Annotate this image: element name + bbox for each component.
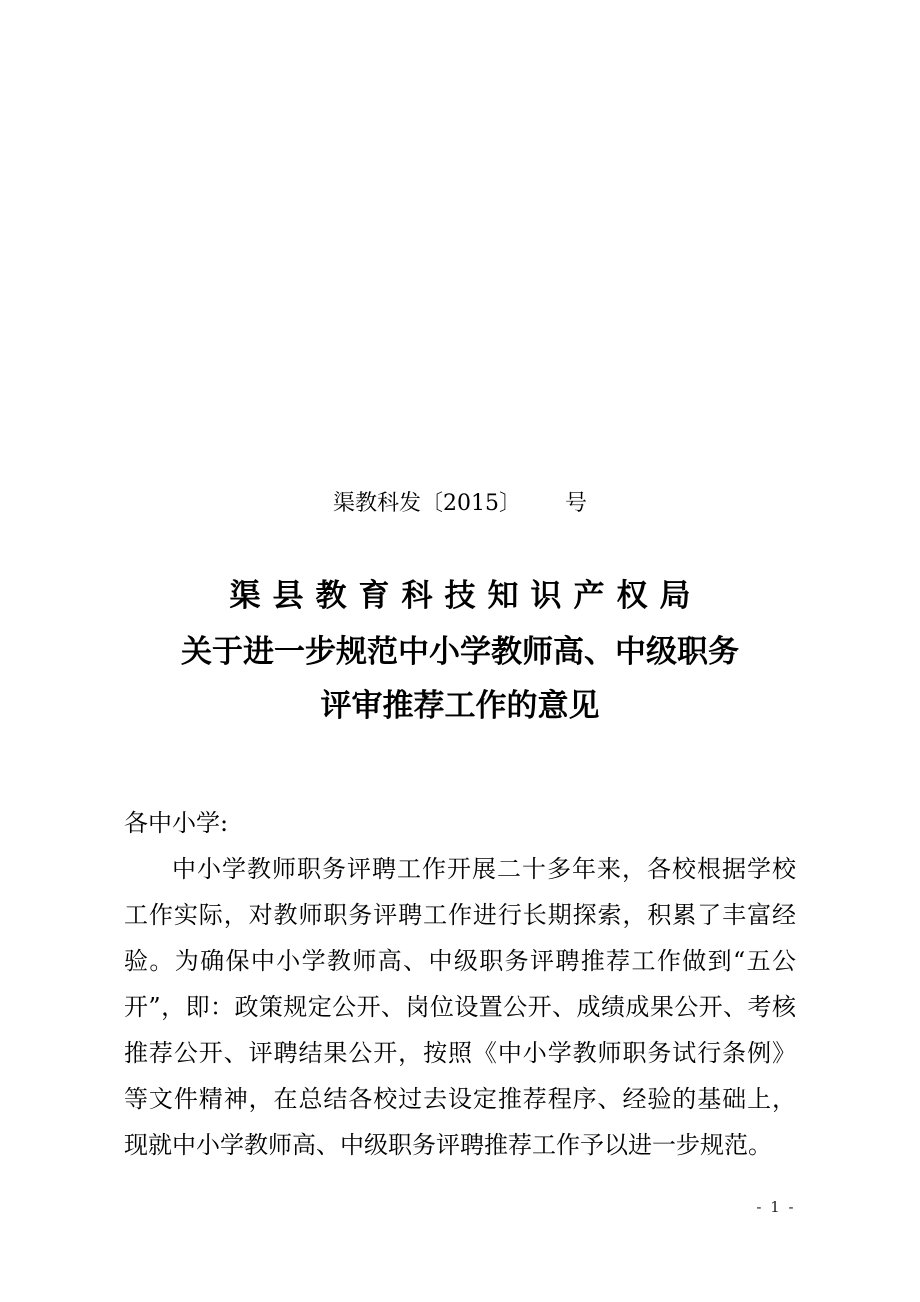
document-number-prefix: 渠教科发〔2015〕 (332, 491, 521, 516)
body-text-line: 现就中小学教师高、中级职务评聘推荐工作予以进一步规范。 (124, 1131, 772, 1159)
title-line-issuer: 渠县教育科技知识产权局 (229, 578, 703, 614)
body-text-line: 验。为确保中小学教师高、中级职务评聘推荐工作做到“五公 (124, 947, 796, 975)
salutation: 各中小学: (124, 809, 229, 837)
body-text-line: 开”，即：政策规定公开、岗位设置公开、成绩成果公开、考核 (124, 993, 796, 1021)
title-line-subject-end: 评审推荐工作的意见 (320, 688, 600, 724)
body-text-line: 中小学教师职务评聘工作开展二十多年来，各校根据学校 (172, 855, 796, 883)
title-line-subject: 关于进一步规范中小学教师高、中级职务 (181, 634, 739, 670)
body-text-line: 工作实际，对教师职务评聘工作进行长期探索，积累了丰富经 (124, 901, 796, 929)
body-text-line: 推荐公开、评聘结果公开，按照《中小学教师职务试行条例》 (124, 1039, 796, 1067)
page-number: - 1 - (756, 1198, 796, 1216)
document-number (0, 488, 920, 520)
document-number-suffix: 号 (564, 491, 587, 516)
body-text-line: 等文件精神，在总结各校过去设定推荐程序、经验的基础上， (124, 1085, 796, 1113)
